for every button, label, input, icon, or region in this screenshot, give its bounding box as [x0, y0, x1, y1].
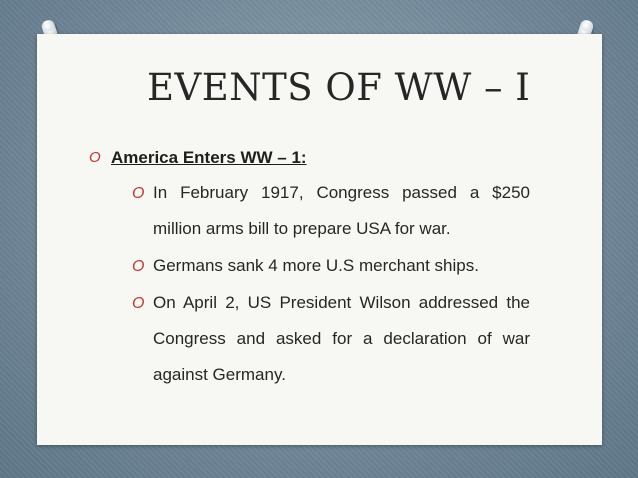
bullet-marker: O: [132, 295, 145, 312]
bullet-point-3: [132, 293, 530, 393]
bullet-point-1: [132, 183, 530, 247]
bullet-marker: O: [132, 258, 145, 275]
bullet-marker: O: [132, 185, 145, 202]
bullet-point-2: [132, 256, 530, 284]
point-text: In February 1917, Congress passed a $250 million arms bill to prepare USA for war.: [153, 183, 530, 238]
slide-title: EVENTS OF WW – I: [147, 66, 531, 109]
bullet-heading: [89, 148, 307, 168]
heading-text: America Enters WW – 1:: [111, 148, 307, 167]
point-text: Germans sank 4 more U.S merchant ships.: [153, 256, 479, 275]
bullet-marker: O: [89, 149, 101, 166]
point-text: On April 2, US President Wilson addressed the Congress and asked for a declaration of war against Germany.: [153, 293, 530, 384]
